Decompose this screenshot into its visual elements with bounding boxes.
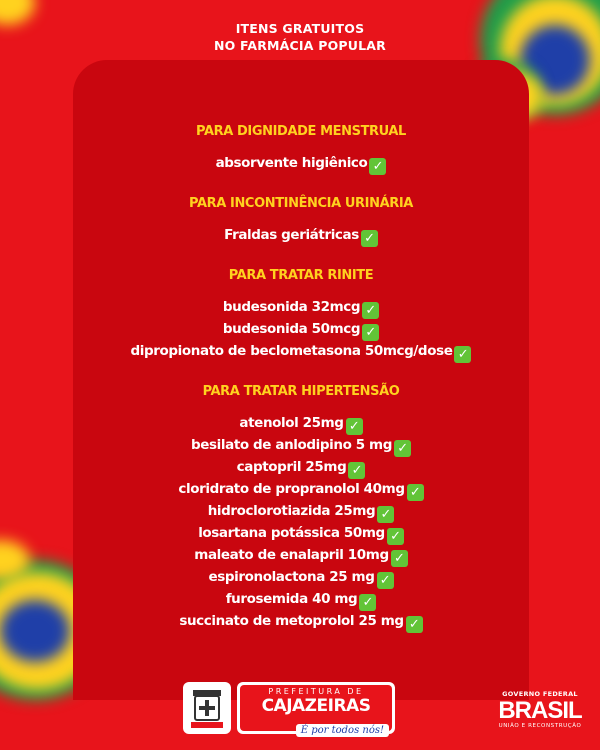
list-item	[73, 413, 529, 435]
list-item	[73, 153, 529, 175]
item-label: atenolol 25mg	[239, 415, 344, 431]
check-mark-icon: ✓	[454, 346, 471, 363]
item-label: hidroclorotiazida 25mg	[207, 503, 376, 519]
gov-label: GOVERNO FEDERAL	[502, 690, 578, 698]
crest-icon	[183, 682, 231, 734]
list-item	[73, 567, 529, 589]
list-item	[73, 319, 529, 341]
list-item	[73, 225, 529, 247]
section-items	[73, 297, 529, 363]
gov-slogan: UNIÃO E RECONSTRUÇÃO	[498, 723, 582, 729]
section-items	[73, 153, 529, 175]
medication-list	[73, 122, 529, 652]
item-label: captopril 25mg	[236, 459, 347, 475]
list-item	[73, 297, 529, 319]
item-label: maleato de enalapril 10mg	[194, 547, 389, 563]
check-mark-icon: ✓	[377, 572, 394, 589]
item-label: budesonida 32mcg	[222, 299, 361, 315]
list-item	[73, 545, 529, 567]
page-title-line-2: NO FARMÁCIA POPULAR	[214, 38, 386, 53]
list-item	[73, 457, 529, 479]
check-mark-icon: ✓	[369, 158, 386, 175]
list-item	[73, 611, 529, 633]
item-label: cloridrato de propranolol 40mg	[178, 481, 405, 497]
check-mark-icon: ✓	[391, 550, 408, 567]
check-mark-icon: ✓	[406, 616, 423, 633]
check-mark-icon: ✓	[346, 418, 363, 435]
list-item	[73, 523, 529, 545]
governo-federal-logo	[494, 690, 586, 730]
list-item	[73, 589, 529, 611]
item-label: budesonida 50mcg	[222, 321, 361, 337]
check-mark-icon: ✓	[362, 324, 379, 341]
section-title: PARA TRATAR RINITE	[228, 268, 374, 283]
section-title: PARA INCONTINÊNCIA URINÁRIA	[189, 196, 413, 211]
city-name: CAJAZEIRAS	[261, 696, 371, 716]
check-mark-icon: ✓	[407, 484, 424, 501]
check-mark-icon: ✓	[394, 440, 411, 457]
list-item	[73, 341, 529, 363]
prefeitura-label: PREFEITURA DE	[268, 687, 364, 696]
list-item	[73, 479, 529, 501]
gov-brand: BRASIL	[498, 697, 582, 724]
section-title: PARA DIGNIDADE MENSTRUAL	[196, 124, 406, 139]
check-mark-icon: ✓	[377, 506, 394, 523]
list-item	[73, 501, 529, 523]
list-item	[73, 435, 529, 457]
item-label: besilato de anlodipino 5 mg	[191, 437, 392, 453]
page-title	[0, 20, 600, 54]
section-items	[73, 413, 529, 633]
prefeitura-logo	[183, 680, 395, 736]
item-label: dipropionato de beclometasona 50mcg/dose	[130, 343, 453, 359]
item-label: Fraldas geriátricas	[224, 227, 359, 243]
item-label: furosemida 40 mg	[225, 591, 358, 607]
section-title: PARA TRATAR HIPERTENSÃO	[202, 384, 400, 399]
check-mark-icon: ✓	[387, 528, 404, 545]
check-mark-icon: ✓	[362, 302, 379, 319]
item-label: absorvente higiênico	[215, 155, 368, 171]
item-label: espironolactona 25 mg	[208, 569, 375, 585]
section-items	[73, 225, 529, 247]
item-label: losartana potássica 50mg	[198, 525, 385, 541]
check-mark-icon: ✓	[359, 594, 376, 611]
check-mark-icon: ✓	[361, 230, 378, 247]
item-label: succinato de metoprolol 25 mg	[179, 613, 404, 629]
check-mark-icon: ✓	[348, 462, 365, 479]
city-badge	[237, 682, 395, 734]
city-tagline: É por todos nós!	[296, 724, 389, 737]
page-title-line-1: ITENS GRATUITOS	[235, 21, 365, 36]
